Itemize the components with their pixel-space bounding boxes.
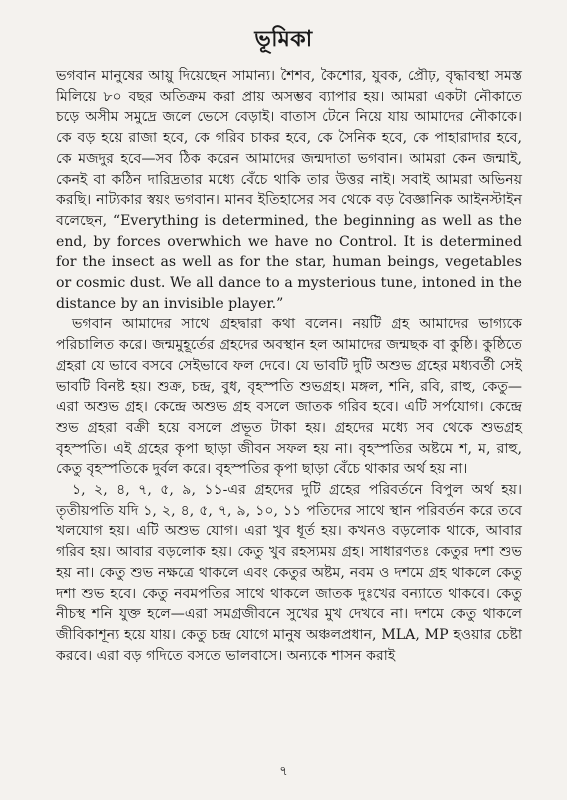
body-text <box>56 66 522 666</box>
paragraph-3: ১, ২, ৪, ৭, ৫, ৯, ১১-এর গ্রহদের দুটি গ্রহের পরিবর্তনে বিপুল অর্থ হয়। তৃতীয়পতি যদি ১, ২, ৪, ৫, ৭, ৯, ১০, ১১ পতিদের সাথে স্থান পরিবর্তন করে তবে খলযোগ হয়। এটি অশুভ যোগ। এরা খুব ধূর্ত হয়। কখনও বড়লোক থাকে, আবার গরিব হয়। আবার বড়লোক হয়। কেতু খুব রহস্যময় গ্রহ। সাধারণতঃ কেতুর দশা শুভ হয় না। কেতু শুভ নক্ষত্রে থাকলে এবং কেতুর অষ্টম, নবম ও দশমে গ্রহ থাকলে কেতু দশা শুভ হবে। কেতু নবমপতির সাথে থাকলে জাতক দুঃখের বন্যাতে থাকবে। কেতু নীচস্থ শনি যুক্ত হলে—এরা সমগ্রজীবনে সুখের মুখ দেখবে না। দশমে কেতু থাকলে জীবিকাশূন্য হয়ে যায়। কেতু চন্দ্র যোগে মানুষ অঞ্চলপ্রধান, MLA, MP হওয়ার চেষ্টা করবে। এরা বড় গদিতে বসতে ভালবাসে। অন্যকে শাসন করাই <box>56 482 522 664</box>
page-title: ভূমিকা <box>254 26 313 52</box>
page-number: ৭ <box>279 764 288 779</box>
paragraph-1: ভগবান মানুষের আয়ু দিয়েছেন সামান্য। শৈশব, কৈশোর, যুবক, প্রৌঢ়, বৃদ্ধাবস্থা সমস্ত মিলিয়ে ৮০ বছর অতিক্রম করা প্রায় অসম্ভব ব্যাপার হয়। আমরা একটা নৌকাতে চড়ে অসীম সমুদ্রে জলে ভেসে বেড়াই। বাতাস টেনে নিয়ে যায় আমাদের নৌকাকে। কে বড় হয়ে রাজা হবে, কে গরিব চাকর হবে, কে সৈনিক হবে, কে পাহারাদার হবে, কে মজদুর হবে—সব ঠিক করেন আমাদের জন্মদাতা ভগবান। আমরা কেন জন্মাই, কেনই বা কঠিন দারিদ্রতার মধ্যে বেঁচে থাকি তার উত্তর নাই। সবাই আমরা অভিনয় করছি। নাট্যকার স্বয়ং ভগবান। মানব ইতিহাসের সব থেকে বড় বৈজ্ঞানিক আইনস্টাইন বলেছেন, “Everything is determined, the beginning as well as the end, by forces overwhich we have no Control. It is determined for the insect as well as for the star, human beings, vegetables or cosmic dust. We all dance to a mysterious tune, intoned in the distance by an invisible player.” <box>56 68 522 312</box>
paragraph-2: ভগবান আমাদের সাথে গ্রহদ্বারা কথা বলেন। নয়টি গ্রহ আমাদের ভাগ্যকে পরিচালিত করে। জন্মমুহূর্তের গ্রহদের অবস্থান হল আমাদের জন্মছক বা কুষ্ঠি। কুষ্ঠিতে গ্রহরা যে ভাবে বসবে সেইভাবে ফল দেবে। যে ভাবটি দুটি অশুভ গ্রহের মধ্যবর্তী সেই ভাবটি বিনষ্ট হয়। শুক্র, চন্দ্র, বুধ, বৃহস্পতি শুভগ্রহ। মঙ্গল, শনি, রবি, রাহু, কেতু—এরা অশুভ গ্রহ। কেন্দ্রে অশুভ গ্রহ বসলে জাতক গরিব হবে। এটি সর্পযোগ। কেন্দ্রে শুভ গ্রহরা বক্রী হয়ে বসলে প্রভূত টাকা হয়। গ্রহদের মধ্যে সব থেকে শুভগ্রহ বৃহস্পতি। এই গ্রহের কৃপা ছাড়া জীবন সফল হয় না। বৃহস্পতির অষ্টমে শ, ম, রাহু, কেতু বৃহস্পতিকে দুর্বল করে। বৃহস্পতির কৃপা ছাড়া বেঁচে থাকার অর্থ হয় না। <box>56 316 522 478</box>
